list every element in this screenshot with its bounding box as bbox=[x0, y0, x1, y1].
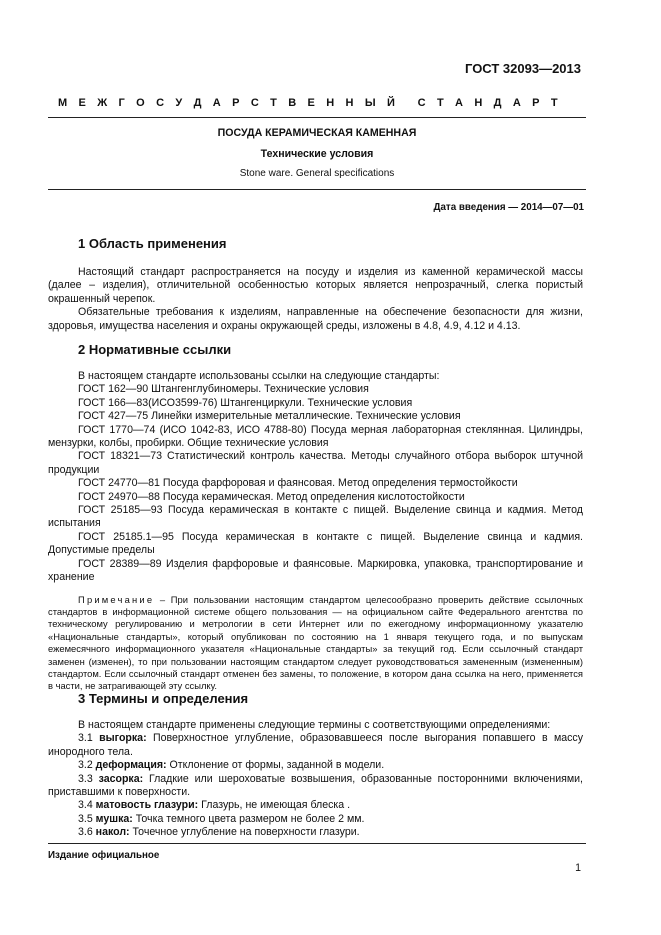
banner-letter: Д bbox=[493, 97, 502, 109]
reference-item: ГОСТ 24770—81 Посуда фарфоровая и фаянсовая. Метод определения термостойкости bbox=[78, 477, 518, 490]
title-divider bbox=[48, 189, 586, 190]
paragraph: Настоящий стандарт распространяется на посуду и изделия из каменной керамической массы (далее – изделия), отличительной особенностью которых является непрозрачный, слегка пористый окрашенный черепок. bbox=[48, 266, 583, 305]
reference-item: ГОСТ 166—83(ИСО3599-76) Штангенциркули. Технические условия bbox=[78, 396, 413, 409]
banner-letter: Т bbox=[436, 97, 444, 109]
term-definition bbox=[48, 759, 583, 772]
banner-letter: С bbox=[417, 97, 426, 109]
term-number: 3.4 bbox=[78, 799, 96, 812]
term-number: 3.6 bbox=[78, 826, 96, 839]
banner-letter: М bbox=[58, 97, 68, 109]
document-title: ПОСУДА КЕРАМИЧЕСКАЯ КАМЕННАЯ bbox=[217, 127, 417, 139]
term-name: накол: bbox=[95, 826, 130, 839]
reference-item: ГОСТ 25185.1—95 Посуда керамическая в контакте с пищей. Выделение свинца и кадмия. Допустимые пределы bbox=[48, 530, 583, 557]
term-number: 3.2 bbox=[78, 759, 96, 772]
banner-letter: Г bbox=[118, 97, 125, 109]
banner-letter: О bbox=[136, 97, 145, 109]
reference-item: ГОСТ 162—90 Штангенглубиномеры. Технические условия bbox=[78, 383, 369, 396]
banner-letter: Р bbox=[532, 97, 540, 109]
term-text: Точка темного цвета размером не более 2 мм. bbox=[132, 812, 365, 825]
term-number: 3.3 bbox=[78, 772, 99, 785]
banner-letter: Е bbox=[307, 97, 315, 109]
term-text: Поверхностное углубление, образовавшееся после выгорания попавшего в массу инородного тела. bbox=[48, 732, 584, 758]
english-title: Stone ware. General specifications bbox=[239, 168, 395, 179]
banner-letter: А bbox=[512, 97, 521, 109]
term-definition bbox=[48, 826, 583, 839]
term-definition bbox=[48, 799, 583, 812]
introduction-date: Дата введения — 2014—07—01 bbox=[433, 202, 584, 213]
standard-banner bbox=[58, 97, 558, 110]
banner-letter: Т bbox=[270, 97, 277, 109]
reference-item: ГОСТ 1770—74 (ИСО 1042-83, ИСО 4788-80) Посуда мерная лабораторная стеклянная. Цилиндры, мензурки, колбы, пробирки. Общие технические условия bbox=[48, 423, 583, 450]
banner-letter: Й bbox=[387, 97, 395, 109]
banner-letter: У bbox=[175, 97, 183, 109]
banner-letter: Н bbox=[345, 97, 354, 109]
term-name: деформация: bbox=[95, 759, 167, 772]
document-subtitle: Технические условия bbox=[260, 148, 374, 160]
banner-letter: Д bbox=[193, 97, 202, 109]
banner-letter: С bbox=[156, 97, 165, 109]
section-heading: 1 Область применения bbox=[78, 236, 227, 251]
section-heading: 2 Нормативные ссылки bbox=[78, 342, 232, 357]
term-name: выгорка: bbox=[99, 732, 147, 745]
paragraph: В настоящем стандарте применены следующие термины с соответствующими определениями: bbox=[78, 719, 551, 731]
banner-letter: Ж bbox=[97, 97, 108, 109]
banner-letter: А bbox=[212, 97, 221, 109]
reference-item: ГОСТ 427—75 Линейки измерительные металлические. Технические условия bbox=[78, 410, 461, 423]
term-definition bbox=[48, 773, 583, 800]
page-number: 1 bbox=[575, 862, 581, 874]
term-text: Точечное углубление на поверхности глазури. bbox=[129, 826, 360, 839]
official-edition-label: Издание официальное bbox=[48, 850, 160, 861]
note-label: Примечание bbox=[78, 593, 155, 605]
banner-letter: Н bbox=[474, 97, 483, 109]
term-name: мушка: bbox=[95, 812, 133, 825]
reference-item: ГОСТ 18321—73 Статистический контроль качества. Методы случайного отбора выборок штучной продукции bbox=[48, 450, 583, 476]
standard-code: ГОСТ 32093—2013 bbox=[465, 61, 581, 76]
term-text: Гладкие или шероховатые возвышения, образованные посторонними включениями, приставшими к поверхности. bbox=[48, 772, 583, 799]
term-definition bbox=[48, 732, 583, 759]
reference-item: ГОСТ 24970—88 Посуда керамическая. Метод определения кислотостойкости bbox=[78, 490, 465, 503]
note-paragraph bbox=[48, 594, 583, 693]
term-text: Отклонение от формы, заданной в модели. bbox=[166, 759, 385, 772]
banner-letter: Е bbox=[78, 97, 86, 109]
paragraph: В настоящем стандарте использованы ссылки на следующие стандарты: bbox=[78, 370, 440, 382]
section-heading: 3 Термины и определения bbox=[78, 691, 249, 706]
banner-letter: В bbox=[288, 97, 297, 109]
section-normative-references bbox=[48, 342, 583, 693]
term-name: матовость глазури: bbox=[95, 799, 199, 812]
banner-letter: Т bbox=[550, 97, 558, 109]
banner-letter: Ы bbox=[364, 97, 376, 109]
banner-letter: А bbox=[455, 97, 463, 109]
section-scope bbox=[48, 236, 583, 333]
banner-letter: Н bbox=[326, 97, 335, 109]
reference-item: ГОСТ 25185—93 Посуда керамическая в контакте с пищей. Выделение свинца и кадмия. Метод испытания bbox=[48, 504, 583, 530]
term-name: засорка: bbox=[98, 772, 144, 785]
reference-item: ГОСТ 28389—89 Изделия фарфоровые и фаянсовые. Маркировка, упаковка, транспортирование и хранение bbox=[48, 557, 583, 584]
term-definition bbox=[48, 813, 583, 826]
term-number: 3.1 bbox=[78, 732, 100, 745]
banner-letter: Р bbox=[232, 97, 240, 109]
banner-letter: С bbox=[250, 97, 259, 109]
note-text: – При пользовании настоящим стандартом целесообразно проверить действие ссылочных стандартов в информационной системе общего пользования — на официальном сайте Федерального агентства по техническому регулированию и метрологии в сети Интернет или по ежегодному информационному указателю «Национальные стандарты», который опубликован по состоянию на 1 января текущего года, и по выпускам ежемесячного информационного указателя «Национальные стандарты» за текущий год. Если ссылочный стандарт заменен (изменен), то при пользовании настоящим стандартом следует руководствоваться замененным (измененным) стандартом. Если ссылочный стандарт отменен без замены, то положение, в котором дана ссылка на него, применяется в части, не затрагивающей эту ссылку. bbox=[48, 593, 583, 692]
footer-divider bbox=[48, 843, 586, 844]
section-terms bbox=[48, 691, 583, 840]
paragraph: Обязательные требования к изделиям, направленные на обеспечение безопасности для жизни, здоровья, имущества населения и охраны окружающей среды, изложены в 4.8, 4.9, 4.12 и 4.13. bbox=[48, 306, 583, 332]
term-text: Глазурь, не имеющая блеска . bbox=[198, 799, 351, 812]
top-divider bbox=[48, 117, 586, 118]
term-number: 3.5 bbox=[78, 812, 96, 825]
